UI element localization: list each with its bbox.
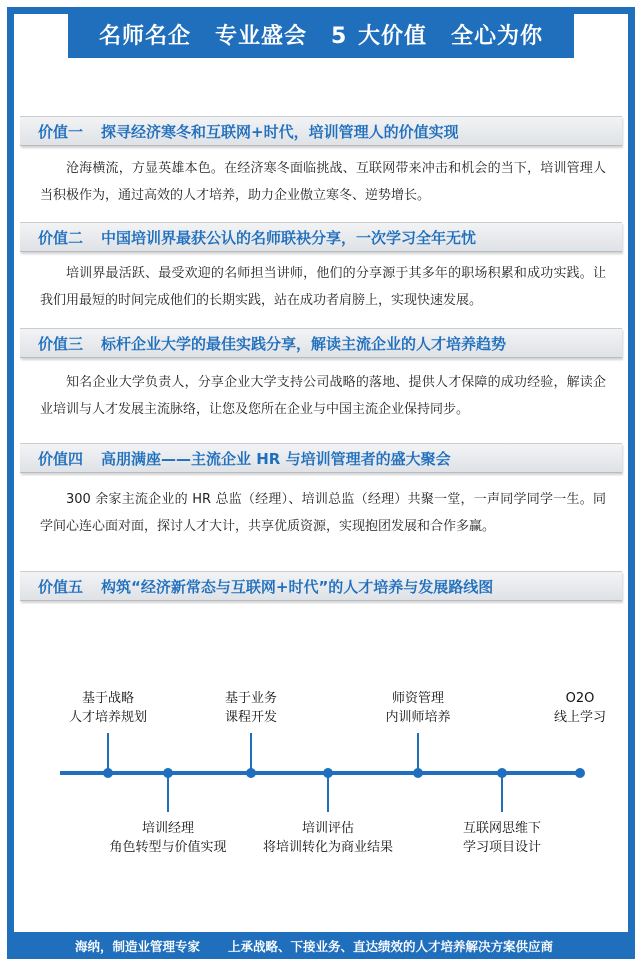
roadmap-node	[497, 768, 507, 778]
roadmap-node	[323, 768, 333, 778]
roadmap-node	[246, 768, 256, 778]
value-body-4: 300 余家主流企业的 HR 总监（经理）、培训总监（经理）共聚一堂，一声同学同学一生。同学间心连心面对面，探讨人才大计，共享优质资源，实现抱团发展和合作多赢。	[40, 492, 606, 534]
roadmap-top-labels	[69, 690, 606, 725]
roadmap-node	[103, 768, 113, 778]
roadmap-label: 培训评估	[301, 821, 355, 836]
header-segment: 名师名企	[98, 23, 191, 49]
value-title: 中国培训界最获公认的名师联袂分享，一次学习全年无忧	[101, 228, 477, 247]
value-label: 价值一	[38, 122, 84, 141]
roadmap-label: 人才培养规划	[68, 710, 148, 725]
value-title: 构筑“经济新常态与互联网+时代”的人才培养与发展路线图	[101, 577, 494, 596]
roadmap-label: 师资管理	[391, 691, 445, 706]
roadmap-label: 基于战略	[81, 691, 135, 706]
roadmap-label: 培训经理	[141, 821, 195, 836]
roadmap-label: 线上学习	[553, 710, 607, 725]
roadmap-node	[413, 768, 423, 778]
value-body-2: 培训界最活跃、最受欢迎的名师担当讲师，他们的分享源于其多年的职场积累和成功实践。让我们用最短的时间完成他们的长期实践，站在成功者肩膀上，实现快速发展。	[40, 266, 606, 308]
roadmap-label: 角色转型与价值实现	[109, 840, 227, 855]
roadmap-node	[163, 768, 173, 778]
value-title: 探寻经济寒冬和互联网+时代，培训管理人的价值实现	[101, 122, 459, 141]
value-title: 标杆企业大学的最佳实践分享，解读主流企业的人才培养趋势	[101, 334, 507, 353]
roadmap-label: 课程开发	[224, 710, 278, 725]
roadmap-label: 基于业务	[224, 691, 278, 706]
footer-company: 海纳，制造业管理专家	[75, 938, 201, 954]
value-title: 高朋满座——主流企业 HR 与培训管理者的盛大聚会	[101, 449, 451, 468]
roadmap-bottom-labels	[109, 820, 541, 855]
roadmap-label: 将培训转化为商业结果	[262, 840, 394, 855]
value-label: 价值四	[38, 449, 84, 468]
roadmap-label: 互联网思维下	[462, 821, 542, 836]
roadmap-label: O2O	[565, 691, 595, 706]
value-label: 价值二	[38, 228, 84, 247]
roadmap-label: 学习项目设计	[462, 840, 542, 855]
footer-slogan: 上承战略、下接业务、直达绩效的人才培养解决方案供应商	[228, 938, 554, 954]
header-segment: 5 大价值	[331, 23, 427, 49]
roadmap-node	[575, 768, 585, 778]
footer-bar	[7, 932, 635, 959]
value-body-1: 沧海横流，方显英雄本色。在经济寒冬面临挑战、互联网带来冲击和机会的当下，培训管理人当积极作为，通过高效的人才培养，助力企业傲立寒冬、逆势增长。	[40, 161, 606, 203]
value-body-3: 知名企业大学负责人，分享企业大学支持公司战略的落地、提供人才保障的成功经验，解读企业培训与人才发展主流脉络，让您及您所在企业与中国主流企业保持同步。	[40, 375, 606, 417]
header-segment: 专业盛会	[215, 23, 308, 49]
value-label: 价值五	[38, 577, 84, 596]
header-segment: 全心为你	[450, 23, 543, 49]
value-label: 价值三	[38, 334, 84, 353]
roadmap-label: 内训师培养	[385, 710, 451, 725]
